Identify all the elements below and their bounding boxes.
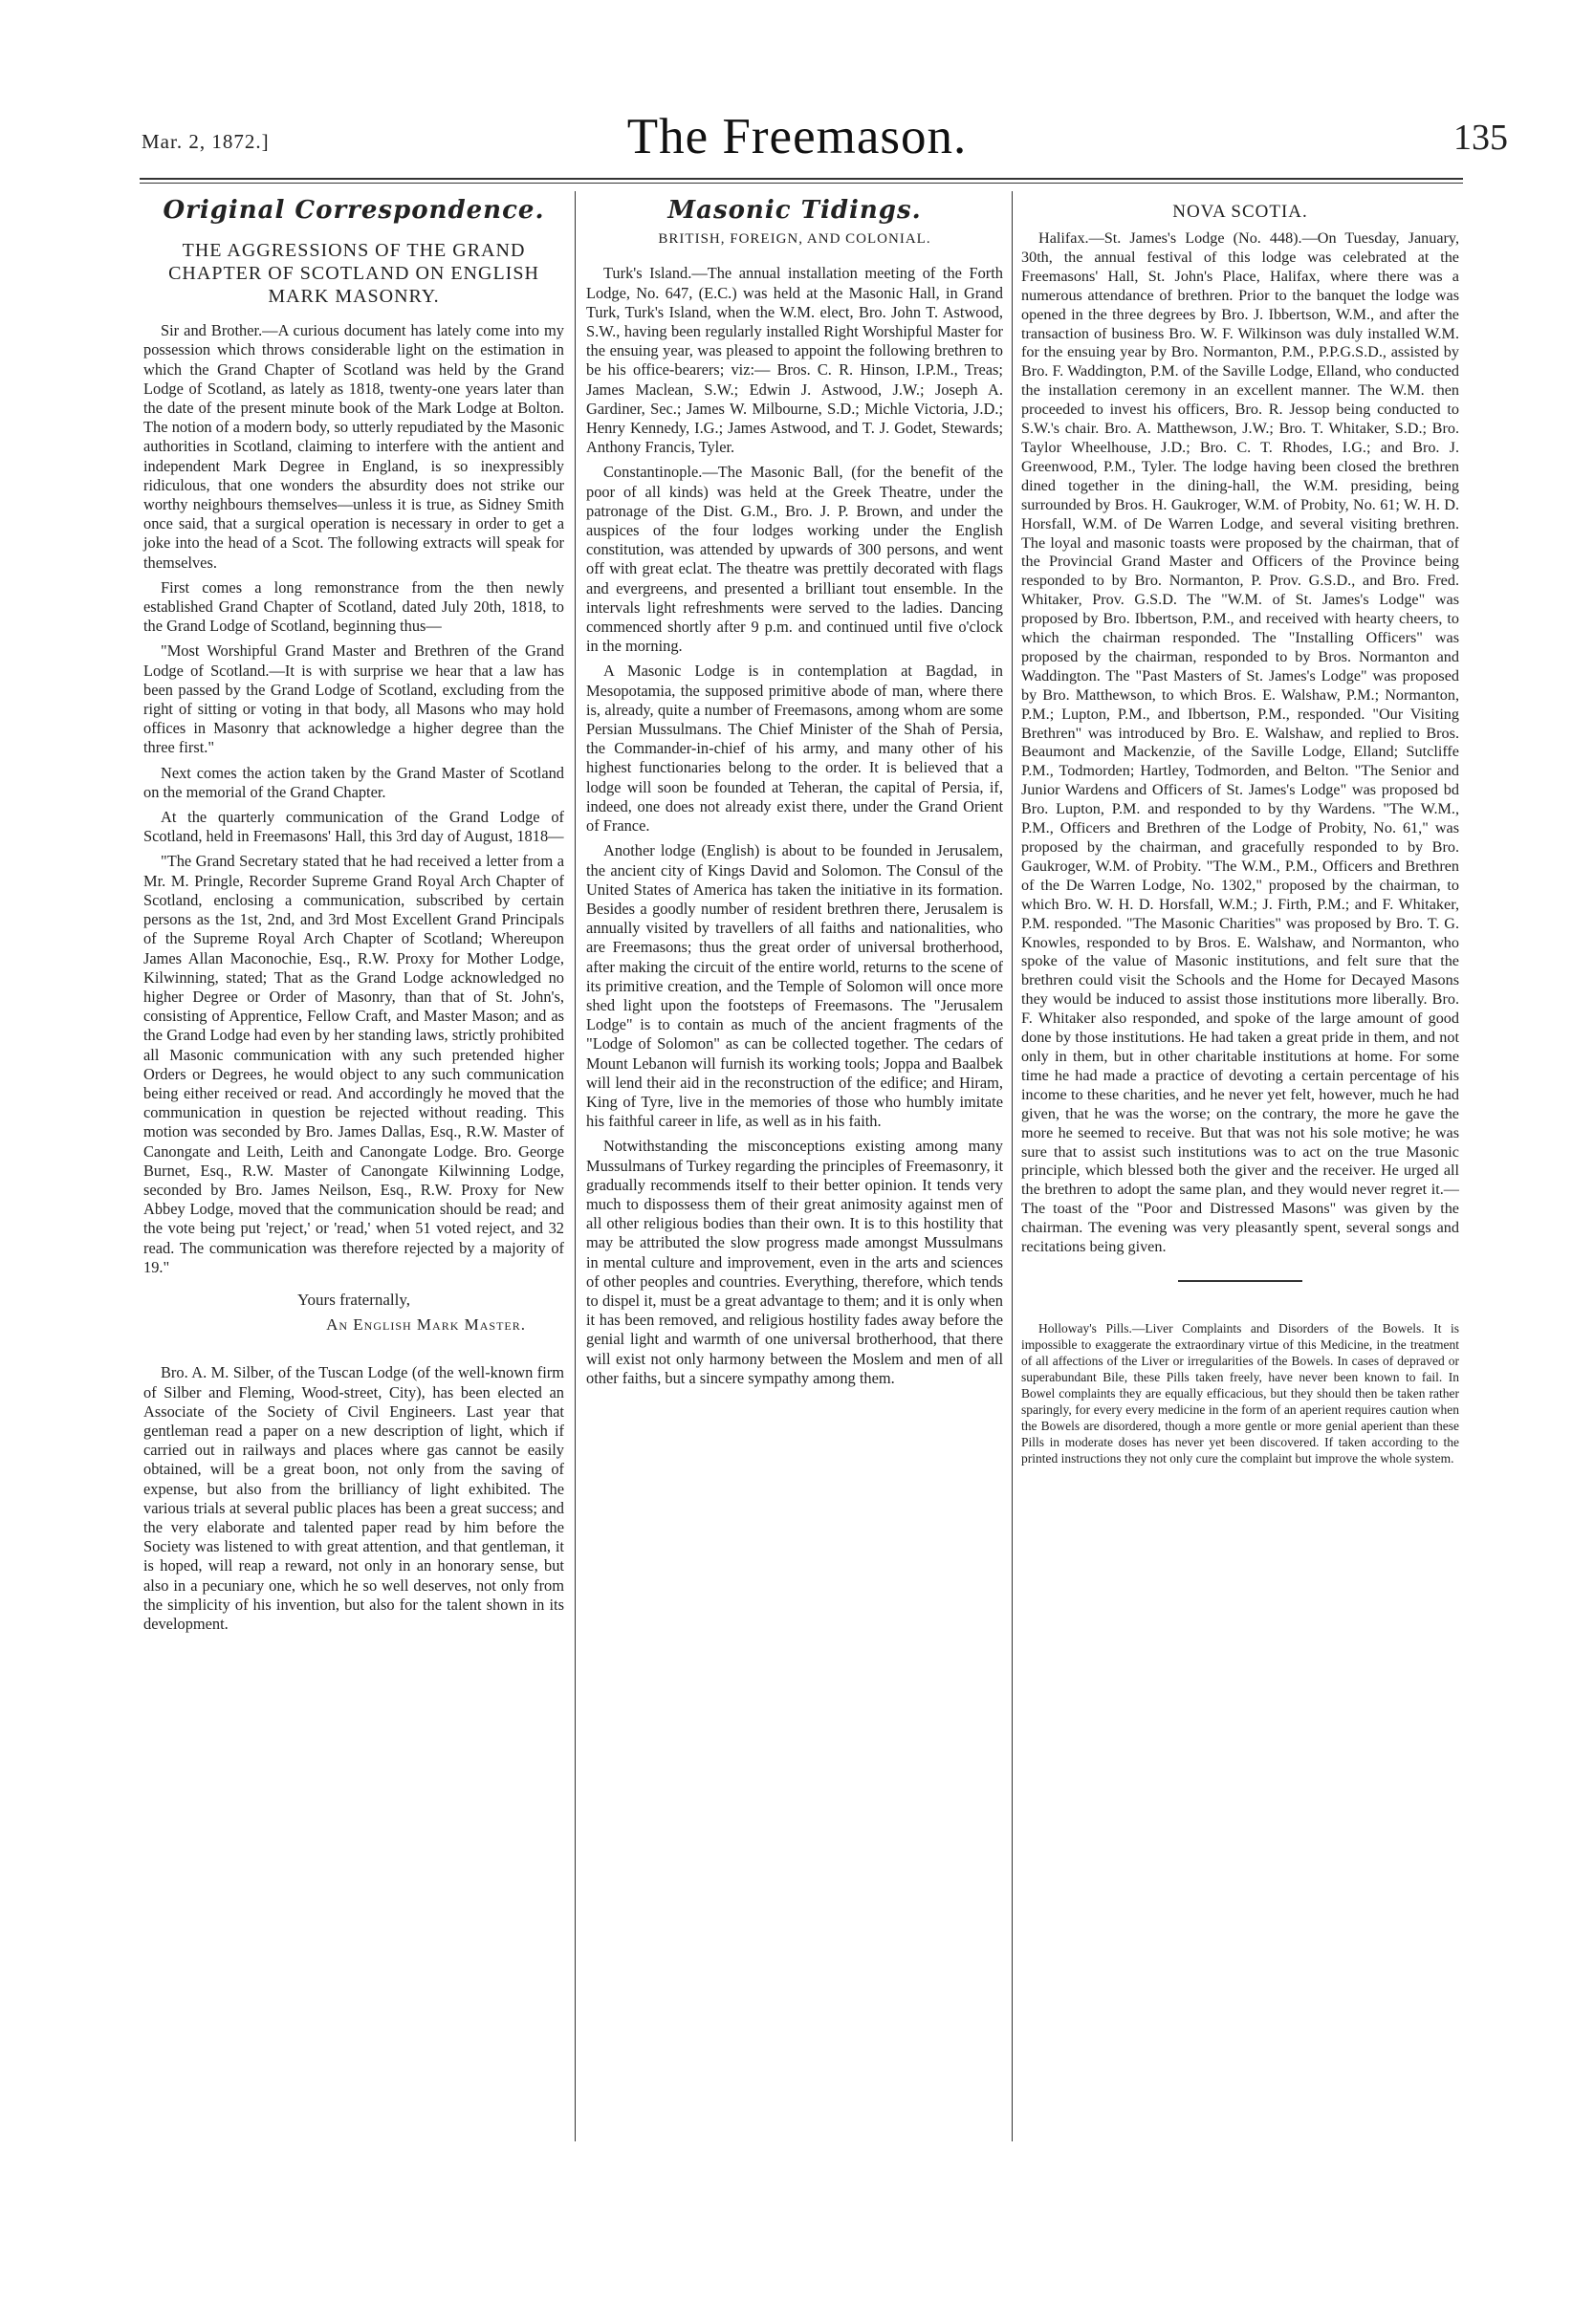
article-title: THE AGGRESSIONS OF THE GRAND CHAPTER OF SCOTLAND ON ENGLISH MARK MASONRY. [168,240,539,308]
tidings-paragraph: Turk's Island.—The annual installation meeting of the Forth Lodge, No. 647, (E.C.) was held at the Masonic Hall, in Grand Turk, Turk's Island, when the W.M. elect, Bro. John T. Astwood, S.W., having been regularly installed Right Worshipful Master for the ensuing year, was pleased to appoint the following brethren to be his office-bearers; viz:— Bros. C. R. Hinson, I.P.M., Treas; James Maclean, S.W.; Edwin J. Astwood, J.W.; Joseph A. Gardiner, Sec.; James W. Milbourne, S.D.; Michle Victoria, J.D.; Henry Kennedy, I.G.; James Astwood, and T. J. Godet, Stewards; Anthony Francis, Tyler. [586,264,1003,457]
column-divider-2 [1012,191,1013,2141]
section-heading-correspondence: Original Correspondence. [163,196,545,225]
advert-text: Holloway's Pills.—Liver Complaints and Disorders of the Bowels. It is impossible to exaggerate the extraordinary virtue of this Medicine, in the treatment of all affections of the Liver or irregularities of the Bowels. In cases of depraved or superabundant Bile, these Pills taken freely, have never been known to fail. In Bowel complaints they are equally efficacious, but they should then be taken rather sparingly, for every every medicine in the form of an aperient requires caution when the Bowels are disordered, though a more gentle or more genial aperient than these Pills in moderate doses has never yet been discovered. If taken according to the printed instructions they not only cure the complaint but improve the whole system. [1021,1320,1459,1466]
tidings-paragraph: A Masonic Lodge is in contemplation at Bagdad, in Mesopotamia, the supposed primitive abode of man, where there is, already, quite a number of Freemasons, among whom are some Persian Mussulmans. The Chief Minister of the Shah of Persia, the Commander-in-chief of his army, and many other of his highest functionaries belong to the order. It is believed that a lodge will soon be founded at Teheran, the capital of Persia, if, indeed, one does not already exist there, under the Grand Orient of France. [586,662,1003,836]
letter-quote: "Most Worshipful Grand Master and Brethren of the Grand Lodge of Scotland.—It is with surprise we hear that a law has been passed by the Grand Lodge of Scotland, excluding from the right of sitting or voting in that body, all Masons who may hold offices in Masonry that acknowledge a higher degree than the three first." [143,641,564,757]
page-number: 135 [1453,118,1508,158]
section-heading-nova-scotia: NOVA SCOTIA. [1172,202,1308,222]
signature: An English Mark Master. [326,1315,526,1335]
report-paragraph: Halifax.—St. James's Lodge (No. 448).—On Tuesday, January, 30th, the annual festival of this lodge was celebrated at the Freemasons' Hall, St. John's Place, Halifax, where there was a numerous attendance of brethren. Prior to the banquet the lodge was opened in the three degrees by Bro. J. Ibbertson, W.M., and after the transaction of business Bro. W. F. Wilkinson was duly installed W.M. for the ensuing year by Bro. Normanton, P.M., P.P.G.S.D., assisted by Bro. F. Waddington, P.M. of the Saville Lodge, Elland, who conducted the installation ceremony in an excellent manner. The W.M. then proceeded to invest his officers, Bro. R. Jessop being conducted to S.W.'s chair. Bro. A. Matthewson, J.W.; Bro. T. Whitaker, S.D.; Bro. Taylor Wheelhouse, J.D.; Bro. C. T. Rhodes, I.G.; and Bro. J. Greenwood, P.M., Tyler. The lodge having been closed the brethren dined together in the dining-hall, the W.M. presiding, being surrounded by Bros. H. Gaukroger, W.M. of Probity, No. 61; W. H. D. Horsfall, W.M. of De Warren Lodge, and several visiting brethren. The loyal and masonic toasts were proposed by the chairman, that of the Provincial Grand Master and Officers of the Province being responded to by Bro. Normanton, P. Prov. G.S.D., and Bro. Fred. Whitaker, Prov. G.S.D. The "W.M. of St. James's Lodge" was proposed by Bro. Ibbertson, P.M., and received with hearty cheers, to which the chairman responded. The "Installing Officers" was proposed by the chairman, responded to by Bros. Normanton and Waddington. The "Past Masters of St. James's Lodge" was proposed by Bro. Matthewson, to which Bros. E. Walshaw, P.M.; Normanton, P.M.; Lupton, P.M., and Ibbertson, P.M., responded. "Our Visiting Brethren" was introduced by Bro. E. Walshaw, and replied to Bros. Beaumont and Mackenzie, of the Saville Lodge, Elland; Sutcliffe P.M., Todmorden; Hartley, Todmorden, and Belton. "The Senior and Junior Wardens and Officers of St. James's Lodge" was proposed bd Bro. Lupton, P.M. and responded to by thy Wardens. "The W.M., P.M., Officers and Brethren of the Lodge of Probity, No. 61," was proposed by the chairman, and gracefully responded to by Bro. Gaukroger, W.M. of Probity. "The W.M., P.M., Officers and Brethren of the De Warren Lodge, No. 1302," proposed by the chairman, to which Bro. W. H. D. Horsfall, W.M.; J. Firth, P.M.; and F. Whitaker, P.M. responded. "The Masonic Charities" was proposed by Bro. T. G. Knowles, responded to by Bros. E. Walshaw, and Normanton, who spoke of the value of Masonic institutions, and felt sure that the brethren could visit the Schools and the Home for Decayed Masons they would be induced to assist those institutions more liberally. Bro. F. Whitaker also responded, and spoke of the large amount of good done by those institutions. He had taken a great pride in them, and not only in them, but in other charitable institutions at home. For some time he had made a practice of devoting a certain percentage of his income to these charities, and he never yet felt, however, much he had given, that he was the worse; on the contrary, the more he gave the more he seemed to receive. But that was not his sole motive; he was sure that to assist such institutions was to act on the true Masonic principle, which blessed both the giver and the receiver. He urged all the brethren to adopt the same plan, and they would never regret it.—The toast of the "Poor and Distressed Masons" was given by the chairman. The evening was very pleasantly spent, several songs and recitations being given. [1021,229,1459,1256]
letter-paragraph: First comes a long remonstrance from the then newly established Grand Chapter of Scotland, dated July 20th, 1818, to the Grand Lodge of Scotland, beginning thus— [143,577,564,636]
tidings-paragraph: Constantinople.—The Masonic Ball, (for the benefit of the poor of all kinds) was held at the Greek Theatre, under the patronage of the Dist. G.M., Bro. J. P. Brown, and under the auspices of the four lodges working under the English constitution, was attended by upwards of 300 persons, and went off with great eclat. The theatre was prettily decorated with flags and evergreens, and presented a brilliant tout ensemble. In the intervals light refreshments were served to the ladies. Dancing commenced shortly after 9 p.m. and continued until five o'clock in the morning. [586,463,1003,656]
header-rule-top [140,178,1463,180]
sign-off: Yours fraternally, [296,1290,411,1309]
tidings-paragraph: Notwithstanding the misconceptions existing among many Mussulmans of Turkey regarding the principles of Freemasonry, it gradually recommends itself to their better opinion. It tends very much to dispossess them of their great animosity against men of all other religious bodies than their own. It is to this hostility that may be attributed the slow progress made amongst Mussulmans in mental culture and improvement, even in the arts and sciences of other peoples and countries. Everything, therefore, which tends to dispel it, must be a great advantage to them; and it is only when it has been removed, and religious hostility fades away before the genial light and warmth of one universal brotherhood, that there will exist not only harmony between the Moslem and men of all other faiths, but a sincere sympathy among them. [586,1137,1003,1387]
column-divider-1 [575,191,576,2141]
tidings-paragraph: Another lodge (English) is about to be founded in Jerusalem, the ancient city of Kings David and Solomon. The Consul of the United States of America has taken the initiative in its formation. Besides a goodly number of resident brethren there, Jerusalem is annually visited by travellers of all faiths and nationalities, who are Freemasons; thus the great order of universal brotherhood, after making the circuit of the entire world, returns to the scene of its primitive creation, and the Temple of Solomon will once more shed light upon the footsteps of Freemasons. The "Jerusalem Lodge" is to contain as much of the ancient fragments of the "Lodge of Solomon" as can be collected together. The cedars of Mount Lebanon will furnish its working tools; Joppa and Baalbek will lend their aid in the reconstruction of the edifice; and Hiram, King of Tyre, live in the memories of those who humbly imitate his faithful career in life, as well as in his faith. [586,841,1003,1131]
section-divider [1178,1280,1302,1282]
column-correspondence [143,196,564,1640]
letter-quote: "The Grand Secretary stated that he had received a letter from a Mr. M. Pringle, Recorder Supreme Grand Royal Arch Chapter of Scotland, enclosing a communication, subscribed by certain persons as the 1st, 2nd, and 3rd Most Excellent Grand Principals of the Supreme Royal Arch Chapter of Scotland; Whereupon James Allan Maconochie, Esq., R.W. Proxy for Mother Lodge, Kilwinning, stated; That as the Grand Lodge acknowledged no higher Degree or Order of Masonry, than that of St. John's, consisting of Apprentice, Fellow Craft, and Master Mason; and as the Grand Lodge had even by her standing laws, strictly prohibited all Masonic communication with any such pretended higher Orders or Degrees, he would object to any such communication being either received or read. And accordingly he moved that the communication in question be rejected without reading. This motion was seconded by Bro. James Dallas, Esq., R.W. Master of Canongate and Leith, Leith and Canongate Lodge. Bro. George Burnet, Esq., R.W. Master of Canongate Kilwinning Lodge, seconded by Bro. James Neilson, Esq., R.W. Proxy for New Abbey Lodge, moved that the communication should be read; and the vote being put 'reject,' or 'read,' when 51 voted reject, and 32 read. The communication was therefore rejected by a majority of 19." [143,852,564,1276]
header-rule-bottom [140,183,1463,184]
masthead-title: The Freemason. [626,109,968,164]
column-nova-scotia [1021,201,1459,1466]
letter-paragraph: Sir and Brother.—A curious document has lately come into my possession which throws considerable light on the estimation in which the Grand Chapter of Scotland was held by the Grand Lodge of Scotland, as lately as 1818, twenty-one years later than the date of the present minute book of the Mark Lodge at Bolton. The notion of a modern body, so utterly repudiated by the Masonic authorities in Scotland, claiming to interfere with the antient and independent Mark Degree in England, is so inexpressibly ridiculous, that one wonders the absurdity does not strike our worthy neighbours themselves—unless it is true, as Sidney Smith once said, that a surgical operation is necessary in order to get a joke into the head of a Scot. The following extracts will speak for themselves. [143,321,564,572]
advertisement [1021,1320,1459,1466]
letter-paragraph: At the quarterly communication of the Grand Lodge of Scotland, held in Freemasons' Hall, this 3rd day of August, 1818— [143,808,564,846]
issue-date: Mar. 2, 1872.] [142,130,270,153]
column-masonic-tidings [586,196,1003,1394]
letter-paragraph: Next comes the action taken by the Grand Master of Scotland on the memorial of the Grand Chapter. [143,763,564,801]
section-subheading: BRITISH, FOREIGN, AND COLONIAL. [658,231,931,248]
section-heading-tidings: Masonic Tidings. [667,196,922,225]
silber-notice: Bro. A. M. Silber, of the Tuscan Lodge (of the well-known firm of Silber and Fleming, Wood-street, City), has been elected an Associate of the Society of Civil Engineers. Last year that gentleman read a paper on a new description of light, which if carried out in railways and places where gas cannot be easily obtained, will be a great boon, not only from the saving of expense, but also from the brilliancy of light exhibited. The various trials at several public places has been a great success; and the very elaborate and talented paper read by him before the Society was listened to with great attention, and that gentleman, it is hoped, will reap a reward, not only in an honorary sense, but also in a pecuniary one, which he so well deserves, not only from the simplicity of his invention, but also for the talent shown in its development. [143,1363,564,1633]
